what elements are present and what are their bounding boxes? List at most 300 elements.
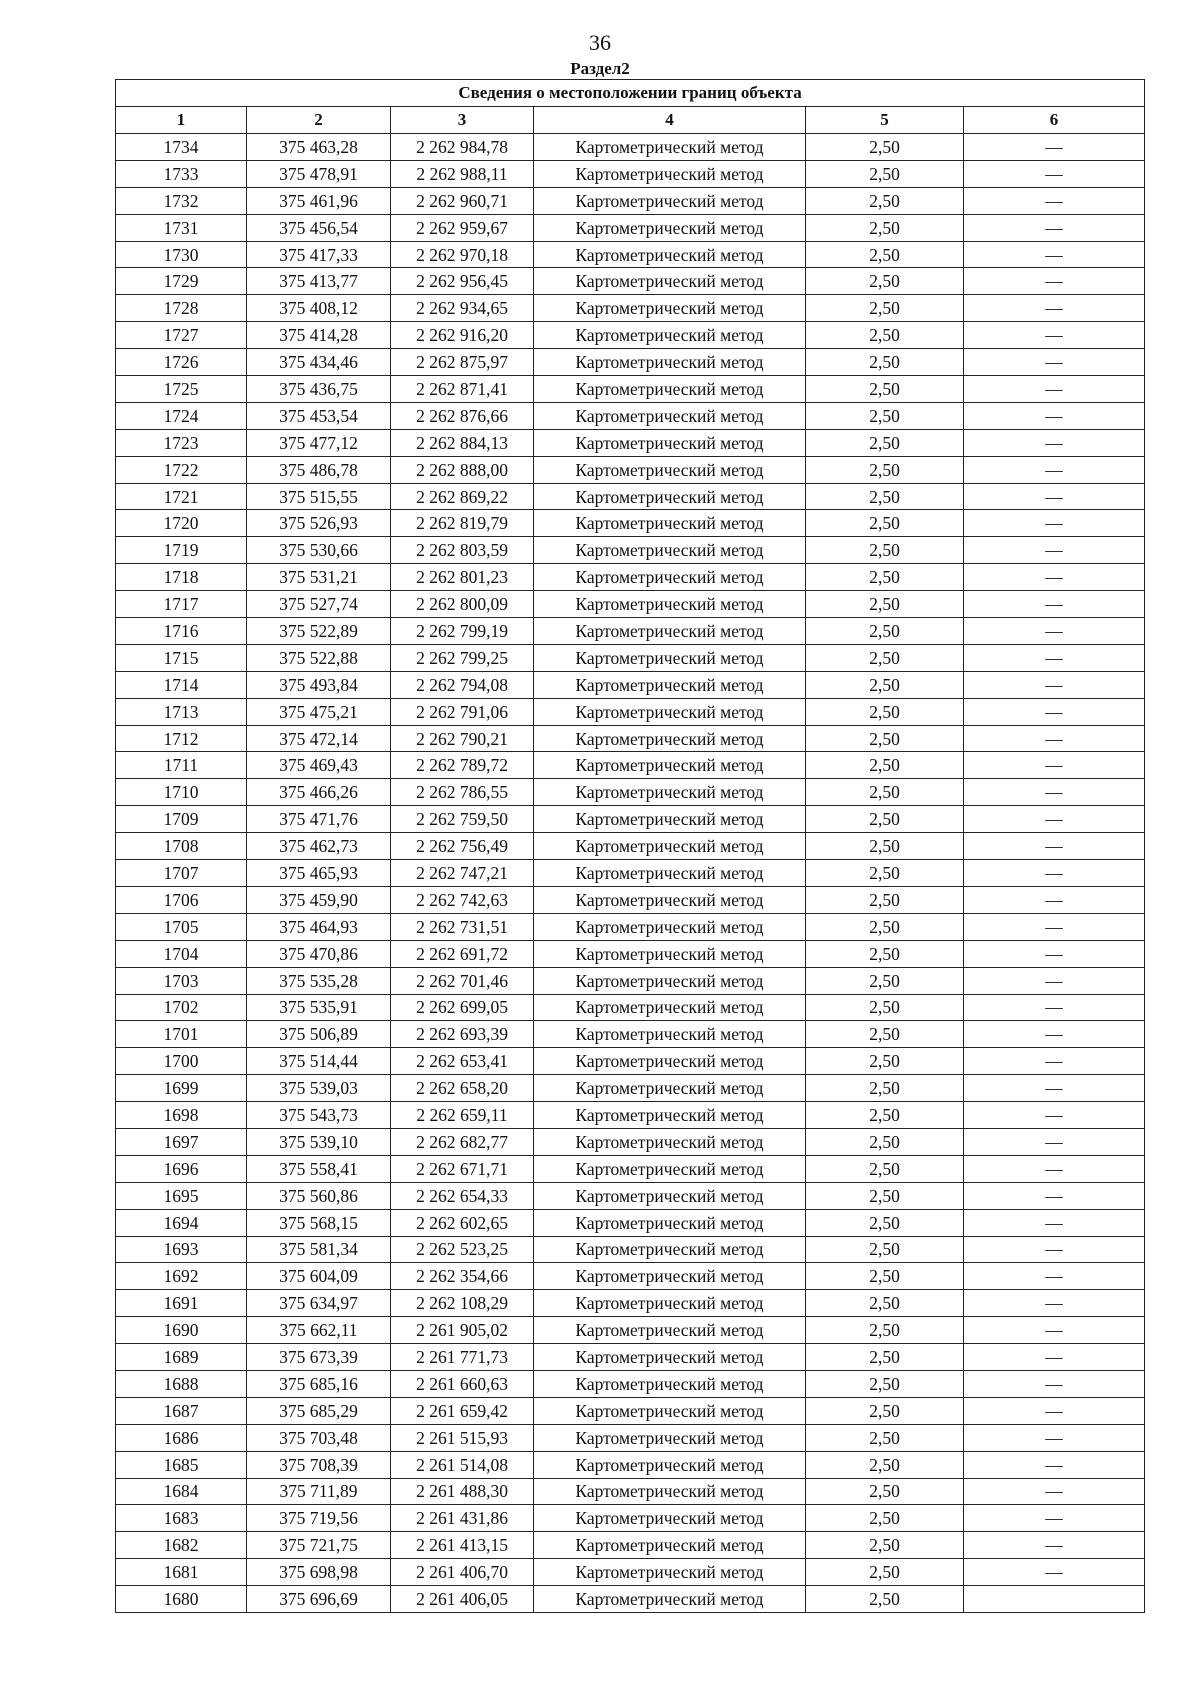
x-coordinate-cell: 375 703,48 [247, 1424, 391, 1451]
method-cell: Картометрический метод [534, 860, 806, 887]
y-coordinate-cell: 2 262 682,77 [391, 1128, 534, 1155]
point-number-cell: 1684 [116, 1478, 247, 1505]
note-cell: — [964, 295, 1145, 322]
accuracy-cell: 2,50 [806, 1263, 964, 1290]
point-number-cell: 1694 [116, 1209, 247, 1236]
x-coordinate-cell: 375 477,12 [247, 429, 391, 456]
note-cell: — [964, 1370, 1145, 1397]
y-coordinate-cell: 2 261 514,08 [391, 1451, 534, 1478]
x-coordinate-cell: 375 558,41 [247, 1155, 391, 1182]
x-coordinate-cell: 375 522,88 [247, 644, 391, 671]
table-row [116, 295, 1145, 322]
method-cell: Картометрический метод [534, 1236, 806, 1263]
point-number-cell: 1686 [116, 1424, 247, 1451]
point-number-cell: 1731 [116, 214, 247, 241]
accuracy-cell: 2,50 [806, 752, 964, 779]
x-coordinate-cell: 375 466,26 [247, 779, 391, 806]
x-coordinate-cell: 375 465,93 [247, 860, 391, 887]
accuracy-cell: 2,50 [806, 994, 964, 1021]
note-cell: — [964, 187, 1145, 214]
accuracy-cell: 2,50 [806, 1128, 964, 1155]
method-cell: Картометрический метод [534, 591, 806, 618]
method-cell: Картометрический метод [534, 1209, 806, 1236]
accuracy-cell: 2,50 [806, 1155, 964, 1182]
note-cell: — [964, 1209, 1145, 1236]
point-number-cell: 1692 [116, 1263, 247, 1290]
x-coordinate-cell: 375 472,14 [247, 725, 391, 752]
accuracy-cell: 2,50 [806, 644, 964, 671]
method-cell: Картометрический метод [534, 483, 806, 510]
x-coordinate-cell: 375 522,89 [247, 618, 391, 645]
note-cell: — [964, 913, 1145, 940]
note-cell: — [964, 967, 1145, 994]
note-cell: — [964, 644, 1145, 671]
x-coordinate-cell: 375 698,98 [247, 1559, 391, 1586]
accuracy-cell: 2,50 [806, 1048, 964, 1075]
point-number-cell: 1685 [116, 1451, 247, 1478]
y-coordinate-cell: 2 261 406,05 [391, 1586, 534, 1613]
y-coordinate-cell: 2 262 659,11 [391, 1102, 534, 1129]
x-coordinate-cell: 375 539,10 [247, 1128, 391, 1155]
note-cell: — [964, 214, 1145, 241]
method-cell: Картометрический метод [534, 1397, 806, 1424]
accuracy-cell: 2,50 [806, 456, 964, 483]
point-number-cell: 1730 [116, 241, 247, 268]
x-coordinate-cell: 375 462,73 [247, 833, 391, 860]
method-cell: Картометрический метод [534, 725, 806, 752]
point-number-cell: 1708 [116, 833, 247, 860]
note-cell: — [964, 1397, 1145, 1424]
point-number-cell: 1709 [116, 806, 247, 833]
point-number-cell: 1688 [116, 1370, 247, 1397]
table-row [116, 322, 1145, 349]
table-row [116, 429, 1145, 456]
section-title: Раздел2 [570, 59, 630, 78]
table-row [116, 833, 1145, 860]
table-row [116, 1155, 1145, 1182]
method-cell: Картометрический метод [534, 1586, 806, 1613]
y-coordinate-cell: 2 261 905,02 [391, 1317, 534, 1344]
method-cell: Картометрический метод [534, 402, 806, 429]
note-cell: — [964, 1317, 1145, 1344]
note-cell: — [964, 376, 1145, 403]
method-cell: Картометрический метод [534, 833, 806, 860]
note-cell: — [964, 1451, 1145, 1478]
note-cell: — [964, 564, 1145, 591]
x-coordinate-cell: 375 434,46 [247, 349, 391, 376]
method-cell: Картометрический метод [534, 376, 806, 403]
accuracy-cell: 2,50 [806, 913, 964, 940]
note-cell: — [964, 779, 1145, 806]
table-caption-row [116, 80, 1145, 107]
method-cell: Картометрический метод [534, 1451, 806, 1478]
point-number-cell: 1705 [116, 913, 247, 940]
accuracy-cell: 2,50 [806, 698, 964, 725]
method-cell: Картометрический метод [534, 1128, 806, 1155]
y-coordinate-cell: 2 262 671,71 [391, 1155, 534, 1182]
y-coordinate-cell: 2 262 875,97 [391, 349, 534, 376]
x-coordinate-cell: 375 543,73 [247, 1102, 391, 1129]
x-coordinate-cell: 375 673,39 [247, 1344, 391, 1371]
accuracy-cell: 2,50 [806, 214, 964, 241]
x-coordinate-cell: 375 527,74 [247, 591, 391, 618]
method-cell: Картометрический метод [534, 1505, 806, 1532]
column-number: 2 [247, 107, 391, 134]
note-cell: — [964, 402, 1145, 429]
point-number-cell: 1728 [116, 295, 247, 322]
y-coordinate-cell: 2 262 871,41 [391, 376, 534, 403]
note-cell: — [964, 806, 1145, 833]
point-number-cell: 1702 [116, 994, 247, 1021]
accuracy-cell: 2,50 [806, 295, 964, 322]
note-cell: — [964, 510, 1145, 537]
x-coordinate-cell: 375 535,91 [247, 994, 391, 1021]
point-number-cell: 1703 [116, 967, 247, 994]
point-number-cell: 1733 [116, 160, 247, 187]
method-cell: Картометрический метод [534, 1182, 806, 1209]
y-coordinate-cell: 2 262 786,55 [391, 779, 534, 806]
x-coordinate-cell: 375 526,93 [247, 510, 391, 537]
x-coordinate-cell: 375 493,84 [247, 671, 391, 698]
y-coordinate-cell: 2 262 794,08 [391, 671, 534, 698]
table-row [116, 591, 1145, 618]
note-cell: — [964, 833, 1145, 860]
point-number-cell: 1700 [116, 1048, 247, 1075]
x-coordinate-cell: 375 696,69 [247, 1586, 391, 1613]
point-number-cell: 1719 [116, 537, 247, 564]
note-cell: — [964, 1182, 1145, 1209]
method-cell: Картометрический метод [534, 456, 806, 483]
note-cell: — [964, 1155, 1145, 1182]
accuracy-cell: 2,50 [806, 860, 964, 887]
table-row [116, 1021, 1145, 1048]
accuracy-cell: 2,50 [806, 1451, 964, 1478]
accuracy-cell: 2,50 [806, 1209, 964, 1236]
method-cell: Картометрический метод [534, 698, 806, 725]
table-row [116, 214, 1145, 241]
accuracy-cell: 2,50 [806, 376, 964, 403]
accuracy-cell: 2,50 [806, 1317, 964, 1344]
y-coordinate-cell: 2 262 884,13 [391, 429, 534, 456]
accuracy-cell: 2,50 [806, 187, 964, 214]
x-coordinate-cell: 375 514,44 [247, 1048, 391, 1075]
x-coordinate-cell: 375 568,15 [247, 1209, 391, 1236]
table-row [116, 698, 1145, 725]
note-cell: — [964, 1478, 1145, 1505]
point-number-cell: 1729 [116, 268, 247, 295]
method-cell: Картометрический метод [534, 1075, 806, 1102]
table-row [116, 806, 1145, 833]
method-cell: Картометрический метод [534, 349, 806, 376]
method-cell: Картометрический метод [534, 1317, 806, 1344]
point-number-cell: 1710 [116, 779, 247, 806]
note-cell: — [964, 456, 1145, 483]
point-number-cell: 1681 [116, 1559, 247, 1586]
y-coordinate-cell: 2 262 959,67 [391, 214, 534, 241]
note-cell: — [964, 752, 1145, 779]
x-coordinate-cell: 375 708,39 [247, 1451, 391, 1478]
x-coordinate-cell: 375 515,55 [247, 483, 391, 510]
accuracy-cell: 2,50 [806, 160, 964, 187]
page-number: 36 [589, 30, 611, 55]
point-number-cell: 1707 [116, 860, 247, 887]
y-coordinate-cell: 2 261 660,63 [391, 1370, 534, 1397]
point-number-cell: 1726 [116, 349, 247, 376]
table-row [116, 940, 1145, 967]
table-row [116, 1532, 1145, 1559]
table-row [116, 1370, 1145, 1397]
note-cell: — [964, 1263, 1145, 1290]
x-coordinate-cell: 375 413,77 [247, 268, 391, 295]
accuracy-cell: 2,50 [806, 1344, 964, 1371]
x-coordinate-cell: 375 539,03 [247, 1075, 391, 1102]
accuracy-cell: 2,50 [806, 1075, 964, 1102]
x-coordinate-cell: 375 469,43 [247, 752, 391, 779]
accuracy-cell: 2,50 [806, 1478, 964, 1505]
point-number-cell: 1724 [116, 402, 247, 429]
table-row [116, 1586, 1145, 1613]
table-row [116, 456, 1145, 483]
method-cell: Картометрический метод [534, 1155, 806, 1182]
boundary-coordinates-table [115, 79, 1145, 1613]
table-row [116, 187, 1145, 214]
accuracy-cell: 2,50 [806, 591, 964, 618]
x-coordinate-cell: 375 685,16 [247, 1370, 391, 1397]
table-row [116, 860, 1145, 887]
y-coordinate-cell: 2 262 701,46 [391, 967, 534, 994]
accuracy-cell: 2,50 [806, 322, 964, 349]
table-row [116, 1075, 1145, 1102]
accuracy-cell: 2,50 [806, 886, 964, 913]
x-coordinate-cell: 375 453,54 [247, 402, 391, 429]
note-cell: — [964, 1128, 1145, 1155]
y-coordinate-cell: 2 262 916,20 [391, 322, 534, 349]
method-cell: Картометрический метод [534, 429, 806, 456]
point-number-cell: 1716 [116, 618, 247, 645]
point-number-cell: 1717 [116, 591, 247, 618]
method-cell: Картометрический метод [534, 1559, 806, 1586]
note-cell: — [964, 160, 1145, 187]
note-cell: — [964, 1236, 1145, 1263]
note-cell: — [964, 725, 1145, 752]
method-cell: Картометрический метод [534, 1532, 806, 1559]
point-number-cell: 1712 [116, 725, 247, 752]
method-cell: Картометрический метод [534, 160, 806, 187]
point-number-cell: 1683 [116, 1505, 247, 1532]
accuracy-cell: 2,50 [806, 1102, 964, 1129]
y-coordinate-cell: 2 262 790,21 [391, 725, 534, 752]
x-coordinate-cell: 375 604,09 [247, 1263, 391, 1290]
y-coordinate-cell: 2 262 988,11 [391, 160, 534, 187]
x-coordinate-cell: 375 459,90 [247, 886, 391, 913]
method-cell: Картометрический метод [534, 510, 806, 537]
y-coordinate-cell: 2 261 771,73 [391, 1344, 534, 1371]
point-number-cell: 1693 [116, 1236, 247, 1263]
accuracy-cell: 2,50 [806, 1559, 964, 1586]
x-coordinate-cell: 375 685,29 [247, 1397, 391, 1424]
method-cell: Картометрический метод [534, 1478, 806, 1505]
y-coordinate-cell: 2 261 659,42 [391, 1397, 534, 1424]
method-cell: Картометрический метод [534, 134, 806, 161]
point-number-cell: 1699 [116, 1075, 247, 1102]
table-row [116, 1505, 1145, 1532]
table-row [116, 1317, 1145, 1344]
accuracy-cell: 2,50 [806, 967, 964, 994]
y-coordinate-cell: 2 262 602,65 [391, 1209, 534, 1236]
y-coordinate-cell: 2 262 791,06 [391, 698, 534, 725]
point-number-cell: 1723 [116, 429, 247, 456]
table-row [116, 1128, 1145, 1155]
y-coordinate-cell: 2 262 888,00 [391, 456, 534, 483]
y-coordinate-cell: 2 262 819,79 [391, 510, 534, 537]
accuracy-cell: 2,50 [806, 1424, 964, 1451]
x-coordinate-cell: 375 417,33 [247, 241, 391, 268]
table-row [116, 1397, 1145, 1424]
x-coordinate-cell: 375 471,76 [247, 806, 391, 833]
y-coordinate-cell: 2 262 801,23 [391, 564, 534, 591]
point-number-cell: 1701 [116, 1021, 247, 1048]
point-number-cell: 1718 [116, 564, 247, 591]
table-row [116, 510, 1145, 537]
table-row [116, 241, 1145, 268]
table-caption: Сведения о местоположении границ объекта [116, 80, 1145, 107]
accuracy-cell: 2,50 [806, 1182, 964, 1209]
method-cell: Картометрический метод [534, 1102, 806, 1129]
point-number-cell: 1691 [116, 1290, 247, 1317]
table-row [116, 376, 1145, 403]
accuracy-cell: 2,50 [806, 510, 964, 537]
point-number-cell: 1720 [116, 510, 247, 537]
point-number-cell: 1725 [116, 376, 247, 403]
x-coordinate-cell: 375 530,66 [247, 537, 391, 564]
x-coordinate-cell: 375 486,78 [247, 456, 391, 483]
y-coordinate-cell: 2 262 354,66 [391, 1263, 534, 1290]
note-cell: — [964, 886, 1145, 913]
accuracy-cell: 2,50 [806, 1505, 964, 1532]
accuracy-cell: 2,50 [806, 349, 964, 376]
method-cell: Картометрический метод [534, 940, 806, 967]
method-cell: Картометрический метод [534, 537, 806, 564]
y-coordinate-cell: 2 261 406,70 [391, 1559, 534, 1586]
y-coordinate-cell: 2 261 413,15 [391, 1532, 534, 1559]
y-coordinate-cell: 2 262 934,65 [391, 295, 534, 322]
table-row [116, 644, 1145, 671]
method-cell: Картометрический метод [534, 913, 806, 940]
point-number-cell: 1696 [116, 1155, 247, 1182]
note-cell: — [964, 268, 1145, 295]
note-cell: — [964, 1505, 1145, 1532]
table-row [116, 1102, 1145, 1129]
method-cell: Картометрический метод [534, 1344, 806, 1371]
table-row [116, 886, 1145, 913]
y-coordinate-cell: 2 262 759,50 [391, 806, 534, 833]
table-row [116, 160, 1145, 187]
note-cell: — [964, 1559, 1145, 1586]
x-coordinate-cell: 375 475,21 [247, 698, 391, 725]
x-coordinate-cell: 375 634,97 [247, 1290, 391, 1317]
accuracy-cell: 2,50 [806, 483, 964, 510]
point-number-cell: 1698 [116, 1102, 247, 1129]
table-row [116, 1344, 1145, 1371]
point-number-cell: 1687 [116, 1397, 247, 1424]
table-row [116, 779, 1145, 806]
method-cell: Картометрический метод [534, 241, 806, 268]
y-coordinate-cell: 2 262 800,09 [391, 591, 534, 618]
note-cell: — [964, 1075, 1145, 1102]
y-coordinate-cell: 2 262 869,22 [391, 483, 534, 510]
column-number: 1 [116, 107, 247, 134]
column-number: 5 [806, 107, 964, 134]
column-number: 3 [391, 107, 534, 134]
x-coordinate-cell: 375 456,54 [247, 214, 391, 241]
table-row [116, 564, 1145, 591]
column-number: 4 [534, 107, 806, 134]
point-number-cell: 1689 [116, 1344, 247, 1371]
accuracy-cell: 2,50 [806, 725, 964, 752]
y-coordinate-cell: 2 262 731,51 [391, 913, 534, 940]
y-coordinate-cell: 2 261 431,86 [391, 1505, 534, 1532]
y-coordinate-cell: 2 262 756,49 [391, 833, 534, 860]
table-row [116, 134, 1145, 161]
x-coordinate-cell: 375 464,93 [247, 913, 391, 940]
y-coordinate-cell: 2 262 984,78 [391, 134, 534, 161]
y-coordinate-cell: 2 262 742,63 [391, 886, 534, 913]
column-number: 6 [964, 107, 1145, 134]
accuracy-cell: 2,50 [806, 564, 964, 591]
note-cell: — [964, 134, 1145, 161]
accuracy-cell: 2,50 [806, 1586, 964, 1613]
accuracy-cell: 2,50 [806, 779, 964, 806]
note-cell: — [964, 429, 1145, 456]
x-coordinate-cell: 375 535,28 [247, 967, 391, 994]
y-coordinate-cell: 2 261 515,93 [391, 1424, 534, 1451]
note-cell: — [964, 241, 1145, 268]
x-coordinate-cell: 375 719,56 [247, 1505, 391, 1532]
method-cell: Картометрический метод [534, 967, 806, 994]
table-row [116, 913, 1145, 940]
table-row [116, 1290, 1145, 1317]
x-coordinate-cell: 375 560,86 [247, 1182, 391, 1209]
point-number-cell: 1732 [116, 187, 247, 214]
point-number-cell: 1711 [116, 752, 247, 779]
accuracy-cell: 2,50 [806, 429, 964, 456]
method-cell: Картометрический метод [534, 187, 806, 214]
x-coordinate-cell: 375 436,75 [247, 376, 391, 403]
note-cell: — [964, 618, 1145, 645]
note-cell: — [964, 671, 1145, 698]
note-cell: — [964, 1021, 1145, 1048]
x-coordinate-cell: 375 408,12 [247, 295, 391, 322]
accuracy-cell: 2,50 [806, 1290, 964, 1317]
point-number-cell: 1721 [116, 483, 247, 510]
x-coordinate-cell: 375 711,89 [247, 1478, 391, 1505]
y-coordinate-cell: 2 262 523,25 [391, 1236, 534, 1263]
y-coordinate-cell: 2 262 693,39 [391, 1021, 534, 1048]
note-cell: — [964, 1290, 1145, 1317]
x-coordinate-cell: 375 581,34 [247, 1236, 391, 1263]
y-coordinate-cell: 2 262 108,29 [391, 1290, 534, 1317]
method-cell: Картометрический метод [534, 1424, 806, 1451]
y-coordinate-cell: 2 262 789,72 [391, 752, 534, 779]
y-coordinate-cell: 2 262 699,05 [391, 994, 534, 1021]
accuracy-cell: 2,50 [806, 1370, 964, 1397]
accuracy-cell: 2,50 [806, 134, 964, 161]
point-number-cell: 1697 [116, 1128, 247, 1155]
x-coordinate-cell: 375 531,21 [247, 564, 391, 591]
table-row [116, 537, 1145, 564]
note-cell: — [964, 1048, 1145, 1075]
note-cell: — [964, 940, 1145, 967]
